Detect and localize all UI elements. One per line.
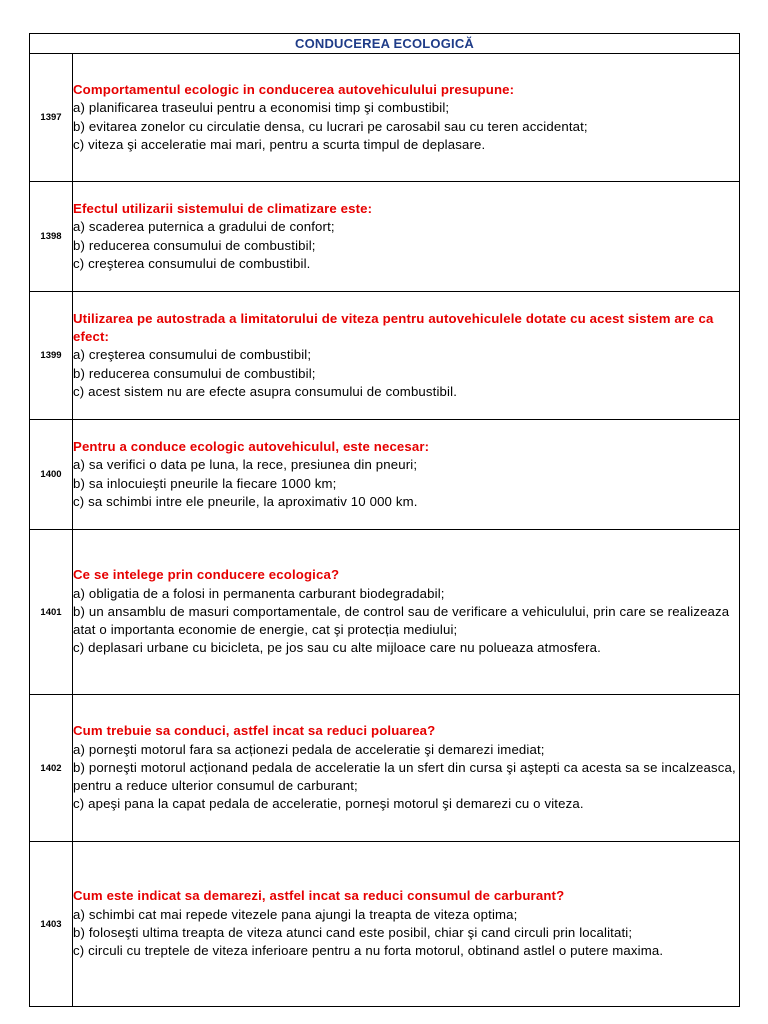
answer-option: a) sa verifici o data pe luna, la rece, presiunea din pneuri; <box>73 457 418 473</box>
question-body <box>73 54 740 182</box>
answer-option: c) deplasari urbane cu bicicleta, pe jos sau cu alte mijloace care nu polueaza atmosfera. <box>73 640 601 656</box>
question-row <box>30 54 740 182</box>
question-row <box>30 695 740 842</box>
question-body <box>73 182 740 292</box>
answer-option: b) sa inlocuieşti pneurile la fiecare 1000 km; <box>73 475 337 491</box>
question-text: Cum trebuie sa conduci, astfel incat sa reduci poluarea? <box>73 723 436 739</box>
question-text: Comportamentul ecologic in conducerea autovehiculului presupune: <box>73 81 515 97</box>
answer-option: b) porneşti motorul acționand pedala de acceleratie la un sfert din cursa şi aştepti ca acesta sa se incalzeasca, pentru a reduce ulterior consumul de carburant; <box>73 759 736 794</box>
answer-option: b) evitarea zonelor cu circulatie densa, cu lucrari pe carosabil sau cu teren accidentat; <box>73 118 588 134</box>
question-number: 1403 <box>30 842 73 1007</box>
question-text: Cum este indicat sa demarezi, astfel incat sa reduci consumul de carburant? <box>73 888 565 904</box>
answer-option: b) reducerea consumului de combustibil; <box>73 365 316 381</box>
question-number: 1398 <box>30 182 73 292</box>
answer-option: c) circuli cu treptele de viteza inferioare pentru a nu forta motorul, obtinand astlel o putere maxima. <box>73 943 664 959</box>
question-text: Ce se intelege prin conducere ecologica? <box>73 567 340 583</box>
question-body <box>73 695 740 842</box>
answer-option: c) creşterea consumului de combustibil. <box>73 255 311 271</box>
question-row <box>30 182 740 292</box>
question-number: 1401 <box>30 530 73 695</box>
document-title: CONDUCEREA ECOLOGICĂ <box>30 34 740 54</box>
question-rows <box>30 54 740 1007</box>
answer-option: a) schimbi cat mai repede vitezele pana ajungi la treapta de viteza optima; <box>73 906 518 922</box>
question-body <box>73 420 740 530</box>
answer-option: a) obligatia de a folosi in permanenta carburant biodegradabil; <box>73 585 445 601</box>
question-row <box>30 530 740 695</box>
question-text: Utilizarea pe autostrada a limitatorului de viteza pentru autovehiculele dotate cu acest sistem are ca efect: <box>73 310 714 345</box>
question-number: 1400 <box>30 420 73 530</box>
answer-option: b) reducerea consumului de combustibil; <box>73 237 316 253</box>
title-row <box>30 34 740 54</box>
answer-option: a) planificarea traseului pentru a economisi timp şi combustibil; <box>73 100 450 116</box>
question-row <box>30 420 740 530</box>
answer-option: b) un ansamblu de masuri comportamentale, de control sau de verificare a vehiculului, prin care se realizeaza atat o importanta economie de energie, cat şi protecția mediului; <box>73 603 730 638</box>
answer-option: a) creşterea consumului de combustibil; <box>73 347 312 363</box>
answer-option: c) apeşi pana la capat pedala de acceleratie, porneşi motorul şi demarezi cu o viteza. <box>73 796 584 812</box>
question-text: Efectul utilizarii sistemului de climatizare este: <box>73 200 373 216</box>
answer-option: c) sa schimbi intre ele pneurile, la aproximativ 10 000 km. <box>73 493 418 509</box>
question-row <box>30 842 740 1007</box>
question-body <box>73 530 740 695</box>
question-number: 1399 <box>30 292 73 420</box>
question-number: 1397 <box>30 54 73 182</box>
answer-option: a) porneşti motorul fara sa acționezi pedala de acceleratie şi demarezi imediat; <box>73 741 545 757</box>
question-body <box>73 292 740 420</box>
question-text: Pentru a conduce ecologic autovehiculul, este necesar: <box>73 438 430 454</box>
question-body <box>73 842 740 1007</box>
question-number: 1402 <box>30 695 73 842</box>
questions-table <box>29 33 740 1007</box>
answer-option: a) scaderea puternica a gradului de confort; <box>73 219 335 235</box>
answer-option: c) acest sistem nu are efecte asupra consumului de combustibil. <box>73 383 458 399</box>
question-row <box>30 292 740 420</box>
answer-option: c) viteza şi acceleratie mai mari, pentru a scurta timpul de deplasare. <box>73 136 486 152</box>
answer-option: b) foloseşti ultima treapta de viteza atunci cand este posibil, chiar şi cand circuli prin localitati; <box>73 925 633 940</box>
